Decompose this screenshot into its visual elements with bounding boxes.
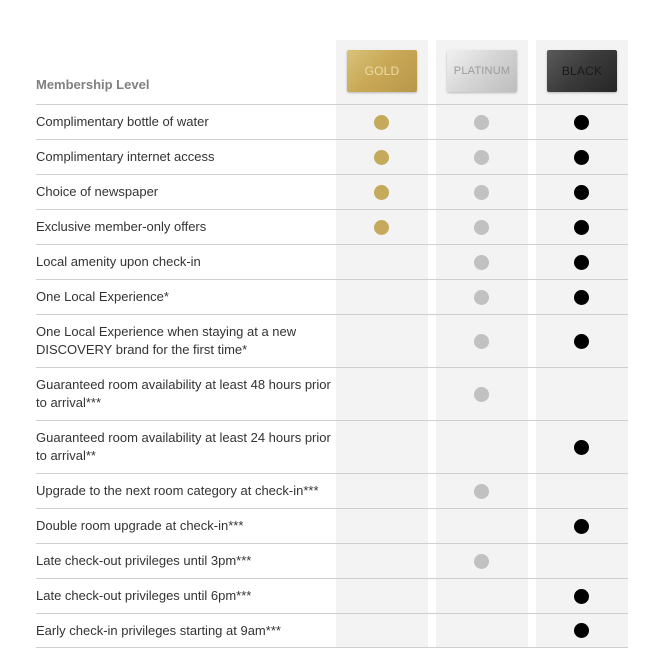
platinum-dot-icon bbox=[474, 554, 489, 569]
black-dot-icon bbox=[574, 185, 589, 200]
table-row bbox=[36, 473, 628, 508]
black-dot-icon bbox=[574, 519, 589, 534]
benefit-label: Guaranteed room availability at least 24 hours prior to arrival** bbox=[36, 430, 331, 463]
platinum-dot-icon bbox=[474, 220, 489, 235]
benefit-label: Late check-out privileges until 3pm*** bbox=[36, 553, 252, 568]
membership-level-heading: Membership Level bbox=[36, 77, 150, 92]
platinum-dot-icon bbox=[474, 185, 489, 200]
black-card-label: BLACK bbox=[561, 64, 603, 78]
benefits-table bbox=[36, 104, 628, 648]
table-header bbox=[36, 40, 628, 104]
platinum-dot-icon bbox=[474, 484, 489, 499]
table-row bbox=[36, 367, 628, 420]
black-dot-icon bbox=[574, 334, 589, 349]
black-card bbox=[547, 50, 617, 92]
black-dot-icon bbox=[574, 220, 589, 235]
benefit-label: Complimentary internet access bbox=[36, 149, 215, 164]
black-dot-icon bbox=[574, 150, 589, 165]
benefit-label: Local amenity upon check-in bbox=[36, 254, 201, 269]
gold-dot-icon bbox=[374, 150, 389, 165]
benefit-label: Early check-in privileges starting at 9am*** bbox=[36, 622, 281, 638]
table-row bbox=[36, 508, 628, 543]
benefit-label: Choice of newspaper bbox=[36, 184, 159, 199]
platinum-dot-icon bbox=[474, 115, 489, 130]
table-row bbox=[36, 420, 628, 473]
benefit-label: One Local Experience when staying at a new DISCOVERY brand for the first time* bbox=[36, 324, 297, 357]
black-dot-icon bbox=[574, 115, 589, 130]
platinum-card-label: PLATINUM bbox=[453, 65, 511, 77]
platinum-dot-icon bbox=[474, 387, 489, 402]
table-row bbox=[36, 209, 628, 244]
table-row bbox=[36, 613, 628, 648]
platinum-dot-icon bbox=[474, 334, 489, 349]
gold-dot-icon bbox=[374, 115, 389, 130]
gold-card-label: GOLD bbox=[364, 64, 400, 78]
table-row bbox=[36, 578, 628, 613]
gold-card bbox=[347, 50, 417, 92]
black-dot-icon bbox=[574, 589, 589, 604]
gold-dot-icon bbox=[374, 185, 389, 200]
table-row bbox=[36, 314, 628, 367]
benefit-label: Exclusive member-only offers bbox=[36, 219, 207, 234]
black-dot-icon bbox=[574, 623, 589, 638]
table-row bbox=[36, 244, 628, 279]
platinum-card bbox=[447, 50, 517, 92]
platinum-dot-icon bbox=[474, 255, 489, 270]
table-row bbox=[36, 104, 628, 139]
platinum-dot-icon bbox=[474, 150, 489, 165]
benefit-label: Double room upgrade at check-in*** bbox=[36, 518, 244, 533]
benefit-label: Guaranteed room availability at least 48 hours prior to arrival*** bbox=[36, 377, 331, 410]
benefit-label: Complimentary bottle of water bbox=[36, 114, 209, 129]
table-row bbox=[36, 174, 628, 209]
platinum-dot-icon bbox=[474, 290, 489, 305]
benefit-label: One Local Experience* bbox=[36, 289, 169, 304]
table-row bbox=[36, 279, 628, 314]
benefit-label: Upgrade to the next room category at check-in*** bbox=[36, 483, 319, 498]
black-dot-icon bbox=[574, 255, 589, 270]
table-row bbox=[36, 543, 628, 578]
table-row bbox=[36, 139, 628, 174]
black-dot-icon bbox=[574, 440, 589, 455]
black-dot-icon bbox=[574, 290, 589, 305]
benefit-label: Late check-out privileges until 6pm*** bbox=[36, 588, 252, 603]
gold-dot-icon bbox=[374, 220, 389, 235]
